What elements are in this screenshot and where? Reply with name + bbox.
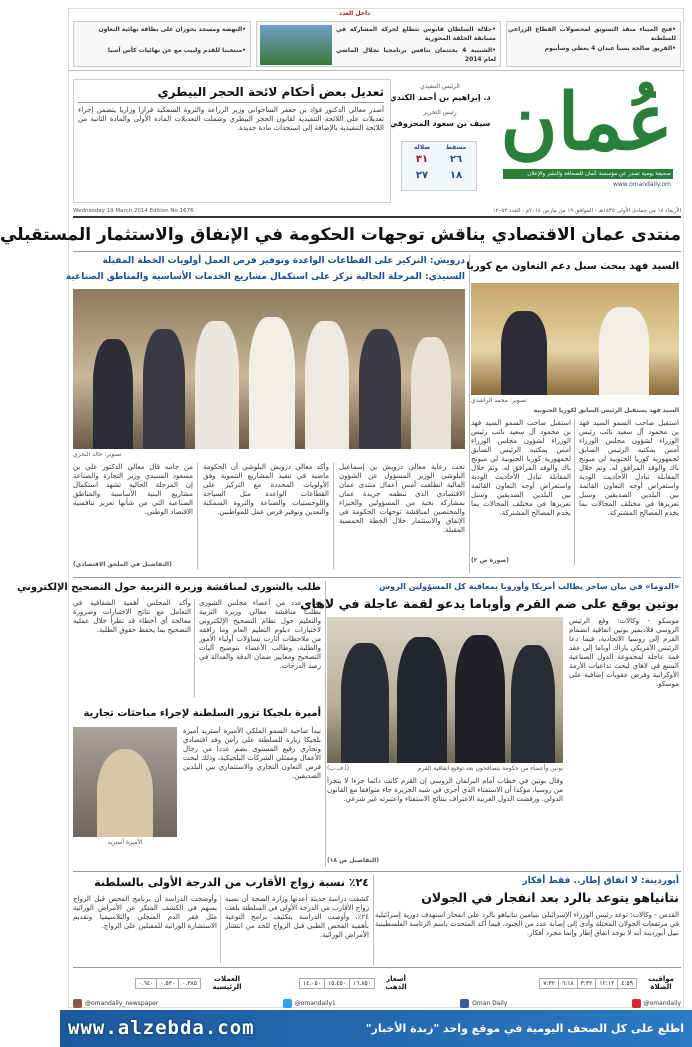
- social-handle: Oman Daily: [472, 1000, 508, 1007]
- russia-credit: (أ.ف.ب): [327, 765, 350, 772]
- russia-caption: بوتين وأعضاء من حكومة يتصافحون بعد توقيع اتفاقية القرم: [417, 765, 563, 772]
- forum-body-3: من جانبه قال معالي الدكتور علي بن مسعود السنيدي وزير التجارة والصناعة إن المرحلة الحالية تشهد استكمال مشاريع البنية الأساسية والمناطق الصناعية التي من شأنها تعزيز تنافسية الاقتصاد الوطني.: [73, 463, 193, 516]
- gold-price: ١٤.٠٥٠: [299, 978, 324, 988]
- founded-line: صحيفة يومية تصدر عن مؤسسة عُمان للصحافة والنشر والإعلان: [527, 171, 671, 177]
- belgium-body: تبدأ صاحبة السمو الملكي الأميرة أستريد أميرة بلجيكا زيارة للسلطنة على رأس وفد اقتصادي وتجاري رفيع المستوى يضم عددا من رجال الأعمال وممثلي الشركات البلجيكية، وذلك لبحث فرص التعاون التجاري والاستثماري بين البلدين الصديقين.: [183, 727, 321, 780]
- prayer-time: ٣:٣٢: [577, 978, 596, 988]
- currency-table: [73, 971, 249, 995]
- issue-line: الأربعاء ١٨ من جمادى الأولى ١٤٣٥هـ - الموافق ١٩ من مارس ٢٠١٤م - العدد ١٢٠٥٢: [492, 208, 681, 214]
- russia-body: موسكو - وكالات: وقع الرئيس الروسي فلاديمير بوتين اتفاقية انضمام القرم إلى روسيا الاتحادية، فيما دعا الرئيس الأمريكي باراك أوباما إلى عقد قمة عاجلة لمجموعة الدول الصناعية السبع في لاهاي لبحث تداعيات الأزمة الأوكرانية وفرض عقوبات إضافية على موسكو.: [569, 617, 679, 688]
- teaser-right-2: •الفريق صالحة بسبأ عبدان 4 يعطى وسأبيوم: [544, 45, 676, 52]
- korea-headline: السيد فهد يبحث سبل دعم التعاون مع كوريا: [466, 261, 679, 272]
- gold-price: ١٦.٨٥٠: [349, 978, 374, 988]
- forum-photo-credit: تصوير: خالد البحري: [73, 451, 122, 458]
- forum-body-2: وأكد معالي درويش البلوشي أن الحكومة ماضية في تنفيذ المشاريع التنموية وفق الأولويات المحددة مع التركيز على القطاعات الواعدة مثل السياحة واللوجستيات والصناعة والثروة السمكية والتعدين وتوفير فرص عمل للمواطنين.: [203, 463, 329, 516]
- korea-credit: تصوير: محمد الراشدي: [471, 397, 527, 404]
- currency-rate: ٠.٦٤٠: [135, 978, 157, 988]
- weather-salalah: صلالة: [413, 144, 431, 151]
- banner-headline[interactable]: منتدى عمان الاقتصادي يناقش توجهات الحكومة في الإنفاق والاستثمار المستقبلي: [0, 225, 681, 245]
- inside-label: داخل العدد: [339, 10, 371, 17]
- issue-line-en: Wednesday 19 March 2014 Edition No 1676: [73, 208, 194, 214]
- korea-caption: السيد فهد يستقبل الرئيس السابق لكوريا الجنوبية: [533, 407, 679, 414]
- belgium-photo: [73, 727, 177, 837]
- social-handle: @omandaily: [643, 1000, 681, 1007]
- forum-sub1: درويش: التركيز على القطاعات الواعدة وتوفير فرص العمل أولويات الخطة المقبلة: [102, 256, 465, 266]
- social-row: [73, 998, 681, 1009]
- russia-body-2: وقال بوتين في خطاب أمام البرلمان الروسي إن القرم كانت دائما جزءا لا يتجزأ من روسيا، مؤكدا أن الاستفتاء الذي أجري في شبه الجزيرة جاء متوافقا مع القانون الدولي. ورفضت الدول الغربية الاعتراف بنتائج الاستفتاء واعتبرته غير شرعي.: [327, 777, 563, 803]
- teaser-middle-1: •جلالة السلطان قابوس تتطلع لحركة المشاركة في مسابقة الحلقة المحورية: [336, 26, 496, 42]
- newspaper-page: [0, 8, 684, 1008]
- teaser-right[interactable]: [506, 21, 681, 67]
- temp-salalah-lo: ٢٧: [415, 170, 429, 181]
- top-story-body: أصدر معالي الدكتور فؤاد بن جعفر الساجواني وزير الزراعة والثروة السمكية قرارا وزاريا يتضمن إجراء تعديلات على اللائحة التنفيذية لقانون الحجر البيطري وشملت التعديلات المادة الأولى والمادة الثانية من اللائحة التنفيذية بالإضافة إلى استحداث مادة جديدة.: [78, 106, 384, 132]
- teaser-right-1: •فتح الميناء منفذ التسويق لمحصولات القطاع الزراعي للسلطنة: [508, 26, 676, 42]
- prayer-time: ٦:١٨: [558, 978, 577, 988]
- russia-continued: (التفاصيل ص ١٨): [327, 857, 380, 864]
- forum-photo: [73, 289, 465, 449]
- temp-muscat-lo: ١٨: [449, 170, 463, 181]
- forum-story[interactable]: [65, 255, 465, 573]
- gold-prices: [299, 978, 375, 989]
- gold-label: أسعار الذهب: [385, 975, 407, 991]
- social-twitter[interactable]: [283, 999, 336, 1008]
- korea-continued: (صورة ص ٢): [471, 557, 509, 564]
- weather-box: [401, 141, 477, 191]
- teaser-middle-2: •الشبيبة 4 يختتمان تنافس برنامجيا تحلال الماضي لعام 2014: [336, 47, 496, 63]
- social-facebook[interactable]: [460, 999, 507, 1008]
- forum-body-1: تحت رعاية معالي درويش بن إسماعيل البلوشي الوزير المسؤول عن الشؤون المالية انطلقت أمس أعمال منتدى عمان الاقتصادي الذي تنظمه جريدة عمان بمشاركة نخبة من المسؤولين والخبراء والمختصين لمناقشة توجهات الحكومة في الإنفاق والاستثمار خلال الخطة الخمسية المقبلة.: [339, 463, 465, 534]
- golan-kicker: أبوردينة: لا اتفاق إطار.. فقط أفكار: [522, 876, 679, 886]
- russia-photo: [327, 617, 563, 763]
- russia-story[interactable]: [300, 581, 679, 867]
- shura-body-2: وأكد المجلس أهمية الشفافية في التعامل مع نتائج الاختبارات وضرورة معالجة أي أخطاء قد تطرأ خلال عملية التصحيح بما يحفظ حقوق الطلبة.: [73, 599, 191, 634]
- top-teaser-strip: [69, 9, 685, 71]
- watermark-band: [60, 1010, 692, 1047]
- belgium-caption: الأميرة أستريد: [107, 839, 143, 846]
- editor-name: سيف بن سعود المحروقي: [389, 119, 491, 128]
- teaser-middle[interactable]: [256, 21, 501, 67]
- top-story[interactable]: [73, 79, 391, 203]
- prayer-label: مواقيت الصلاة: [648, 975, 674, 991]
- social-handle: @omandaily_newspaper: [85, 1000, 159, 1007]
- korea-body-2: استقبل صاحب السمو السيد فهد بن محمود آل سعيد نائب رئيس الوزراء لشؤون مجلس الوزراء أمس بمكتبه الرئيس السابق لجمهورية كوريا الجنوبية لي ميونج باك والوفد المرافق له. وتم خلال المقابلة تبادل الأحاديث الودية واستعراض أوجه التعاون القائمة بين البلدين الصديقين وسبل تعزيزها في مختلف المجالات بما يخدم المصالح المشتركة.: [471, 419, 571, 517]
- korea-body: استقبل صاحب السمو السيد فهد بن محمود آل سعيد نائب رئيس الوزراء لشؤون مجلس الوزراء أمس بمكتبه الرئيس السابق لجمهورية كوريا الجنوبية لي ميونج باك والوفد المرافق له. وتم خلال المقابلة تبادل الأحاديث الودية واستعراض أوجه التعاون القائمة بين البلدين الصديقين وسبل تعزيزها في مختلف المجالات بما يخدم المصالح المشتركة.: [579, 419, 679, 517]
- korea-photo: [471, 283, 679, 395]
- instagram-icon: [73, 999, 82, 1008]
- belgium-story[interactable]: [73, 707, 321, 867]
- masthead-logo-block: [501, 77, 677, 205]
- teaser-left-2: •منتخبنا للقدم ولبيب مع عن نهائيات كأس آسيا: [107, 47, 246, 54]
- social-instagram[interactable]: [73, 999, 158, 1008]
- youtube-icon: [632, 999, 641, 1008]
- footer-info: [73, 967, 681, 997]
- watermark-slogan: اطلع على كل الصحف اليومية في موقع واحد "زبدة الأخبار": [365, 1022, 684, 1035]
- currency-label: العملات الرئيسية: [212, 975, 242, 991]
- teaser-left-1: •النهضة ومسجد يحوزان على بطاقة نهائية التعاون: [98, 26, 246, 33]
- prayer-time: ٧:٣٢: [540, 978, 559, 988]
- masthead-staff: [385, 81, 495, 201]
- prayer-table: [421, 971, 681, 995]
- facebook-icon: [460, 999, 469, 1008]
- russia-headline: بوتين يوقع على ضم القرم وأوباما يدعو لقمة عاجلة في لاهاي: [300, 596, 679, 611]
- temp-muscat-hi: ٢٦: [449, 154, 463, 165]
- top-story-headline: تعديل بعض أحكام لائحة الحجر البيطري: [157, 85, 384, 99]
- prayer-times: [539, 978, 637, 989]
- prayer-time: ٤:٥٩: [618, 978, 637, 988]
- website[interactable]: www.omandaily.om: [612, 181, 671, 188]
- marriage-body-2: وأوضحت الدراسة أن برنامج الفحص قبل الزواج يسهم في الكشف المبكر عن الأمراض الوراثية مثل فقر الدم المنجلي والثلاسيميا وتقديم الاستشارة الوراثية للمقبلين على الزواج.: [73, 895, 217, 930]
- marriage-headline: ٢٤٪ نسبة زواج الأقارب من الدرجة الأولى بالسلطنة: [94, 876, 369, 889]
- gold-price: ١٥.٤٥٠: [324, 978, 349, 988]
- social-handle: @omandaily1: [294, 1000, 336, 1007]
- chairman-label: الرئيس التنفيذي: [420, 83, 460, 90]
- marriage-body: كشفت دراسة حديثة أعدتها وزارة الصحة أن نسبة زواج الأقارب من الدرجة الأولى في السلطنة بلغت ٢٤٪، وأوصت الدراسة بتكثيف برامج التوعية بأهمية الفحص الطبي قبل الزواج للحد من انتشار الأمراض الوراثية.: [225, 895, 369, 939]
- korea-story[interactable]: [466, 255, 679, 573]
- teaser-left[interactable]: [73, 21, 251, 67]
- weather-muscat: مسقط: [445, 144, 467, 151]
- shura-body: تقدم عدد من أعضاء مجلس الشورى بطلب مناقشة معالي وزيرة التربية والتعليم حول نظام التصحيح الإلكتروني لاختبارات دبلوم التعليم العام وما رافقه من ملاحظات أثارت تساؤلات أولياء الأمور والطلبة، وطالب الأعضاء بتوضيح آليات التصحيح ومعايير ضمان الدقة والعدالة في رصد الدرجات.: [199, 599, 321, 670]
- forum-continued: (التفاصيل في الملحق الاقتصادي): [73, 561, 172, 568]
- logo: عُمان: [500, 77, 673, 168]
- gold-table: [253, 971, 413, 995]
- social-youtube[interactable]: [632, 999, 681, 1008]
- shura-story[interactable]: [16, 581, 321, 701]
- golan-headline: نتانياهو يتوعد بالرد بعد انفجار في الجولان: [421, 890, 679, 905]
- teaser-middle-photo: [260, 25, 332, 65]
- watermark-site[interactable]: www.alzebda.com: [68, 1017, 255, 1039]
- prayer-time: ١٢:١٢: [596, 978, 618, 988]
- chairman-name: د. إبراهيم بن أحمد الكندي: [389, 93, 491, 102]
- editor-label: رئيس التحرير: [423, 109, 457, 116]
- currency-rates: [135, 978, 201, 989]
- twitter-icon: [283, 999, 292, 1008]
- currency-rate: ٠.٥٣٠: [157, 978, 179, 988]
- forum-sub2: السنيدي: المرحلة الحالية تركز على استكمال مشاريع الخدمات الأساسية والمناطق الصناعية: [65, 272, 465, 282]
- shura-headline: طلب بالشورى لمناقشة وزيرة التربية حول التصحيح الإلكتروني: [16, 582, 321, 593]
- currency-rate: ٠.٣٨٥: [179, 978, 201, 988]
- golan-body: القدس - وكالات: توعد رئيس الوزراء الإسرائيلي بنيامين نتانياهو بالرد على انفجار استهدف دورية إسرائيلية في مرتفعات الجولان المحتلة وأدى إلى إصابة عدد من الجنود، فيما أكد المتحدث باسم الرئاسة الفلسطينية نبيل أبوردينة أنه لا يوجد اتفاق إطار وإنما مجرد أفكار.: [375, 911, 679, 937]
- russia-kicker: «الدوما» في بيان ساخر يطالب أمريكا وأوروبا بمعاقبة كل المسؤولين الروس: [379, 582, 679, 591]
- belgium-headline: أميرة بلجيكا تزور السلطنة لإجراء مباحثات تجارية: [83, 708, 321, 719]
- temp-salalah-hi: ٣١: [415, 154, 429, 165]
